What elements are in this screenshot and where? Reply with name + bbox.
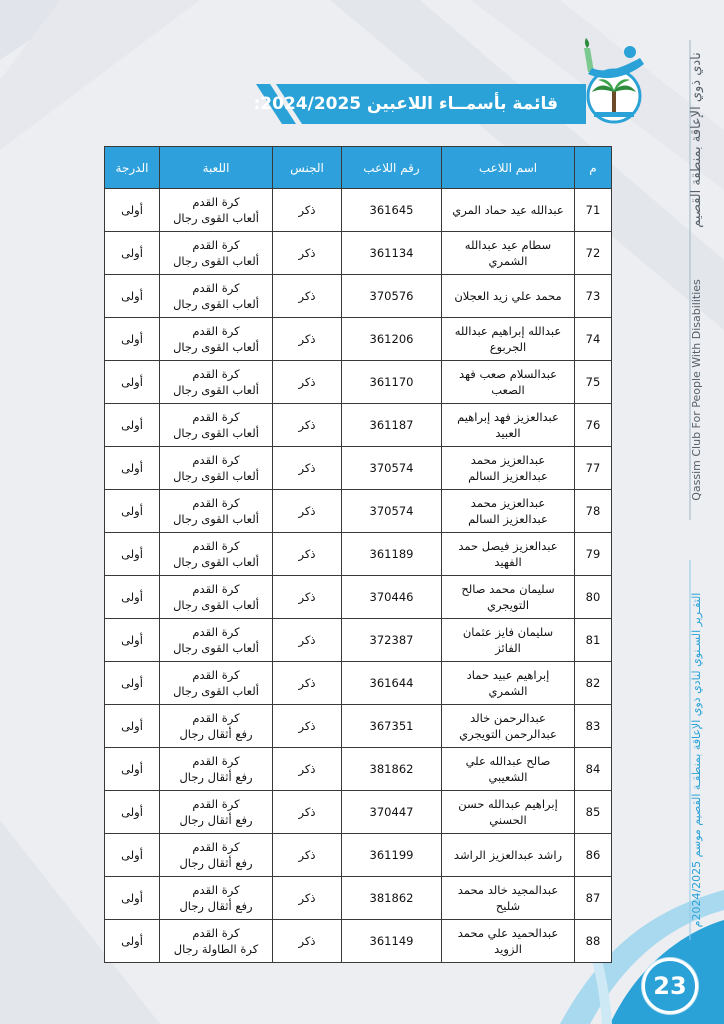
cell-player-id: 381862 [342,748,442,791]
player-name-line-1: عبدالسلام صعب فهد [458,367,558,381]
table-row [105,791,612,834]
sport-line-1: كرة القدم [192,195,240,209]
player-name-line-2: العبيد [495,426,521,440]
sport-line-1: كرة القدم [192,926,240,940]
cell-player-name [442,619,575,662]
player-name-line-1: عبدالعزيز محمد [470,496,546,510]
cell-index: 86 [575,834,612,877]
table-row [105,232,612,275]
player-name-line-2: الشعيبي [488,770,528,784]
cell-gender: ذكر [273,404,342,447]
cell-grade: أولى [105,275,160,318]
sport-line-2: ألعاب القوى رجال [173,383,259,397]
cell-player-id: 361134 [342,232,442,275]
header-sport: اللعبة [160,147,273,189]
cell-index: 77 [575,447,612,490]
cell-player-name [442,662,575,705]
cell-gender: ذكر [273,834,342,877]
cell-gender: ذكر [273,189,342,232]
cell-sport [160,533,273,576]
cell-gender: ذكر [273,705,342,748]
header-gender: الجنس [273,147,342,189]
sport-line-1: كرة القدم [192,367,240,381]
player-name-line-1: عبدالرحمن خالد [470,711,546,725]
cell-sport [160,576,273,619]
player-name-line-1: عبدالعزيز فهد إبراهيم [457,410,559,424]
sport-line-2: ألعاب القوى رجال [173,684,259,698]
sport-line-1: كرة القدم [192,840,240,854]
cell-player-name [442,318,575,361]
player-name-line-1: سطام عيد عبدالله [464,238,552,252]
cell-grade: أولى [105,533,160,576]
table-row [105,447,612,490]
page-title: قائمة بأسمــاء اللاعبين 2024/2025: [253,94,558,114]
sport-line-2: ألعاب القوى رجال [173,340,259,354]
club-logo-icon [578,38,648,124]
cell-sport [160,318,273,361]
cell-sport [160,189,273,232]
cell-player-id: 367351 [342,705,442,748]
cell-sport [160,791,273,834]
cell-player-id: 361187 [342,404,442,447]
cell-grade: أولى [105,361,160,404]
cell-player-id: 370574 [342,447,442,490]
player-name-line-2: الجربوع [489,340,527,354]
player-name-line-2: الشمري [488,254,528,268]
table-row [105,490,612,533]
player-name-line-2: عبدالرحمن التويجري [459,727,557,741]
cell-index: 71 [575,189,612,232]
sport-line-2: رفع أثقال رجال [179,727,253,741]
cell-player-id: 372387 [342,619,442,662]
player-name-line-1: عبدالعزيز محمد [470,453,546,467]
sport-line-1: كرة القدم [192,625,240,639]
cell-grade: أولى [105,748,160,791]
players-table [104,146,612,963]
table-row [105,361,612,404]
cell-player-name [442,361,575,404]
cell-index: 72 [575,232,612,275]
sport-line-2: ألعاب القوى رجال [173,426,259,440]
cell-index: 74 [575,318,612,361]
cell-player-id: 361149 [342,920,442,963]
cell-gender: ذكر [273,791,342,834]
sport-line-1: كرة القدم [192,883,240,897]
cell-grade: أولى [105,920,160,963]
cell-player-name [442,748,575,791]
cell-sport [160,404,273,447]
cell-player-id: 370576 [342,275,442,318]
table-row [105,619,612,662]
table-row [105,404,612,447]
side-vertical-text [664,0,714,1024]
cell-player-id: 361189 [342,533,442,576]
sport-line-1: كرة القدم [192,453,240,467]
cell-player-id: 361645 [342,189,442,232]
table-row [105,576,612,619]
side-text-report: التقـرير السـنوي لنادي ذوي الإعاقة بمنطقـة القصيم موسم 2024/2025م [690,592,703,928]
cell-grade: أولى [105,447,160,490]
table-row [105,920,612,963]
cell-sport [160,748,273,791]
cell-player-id: 361206 [342,318,442,361]
cell-player-id: 361170 [342,361,442,404]
cell-player-id: 381862 [342,877,442,920]
cell-sport [160,275,273,318]
player-name-line-2: الصعب [491,383,525,397]
table-row [105,533,612,576]
side-text-english: Qassim Club For People With Disabilities [690,279,703,501]
player-name-line-2: الحسني [489,813,527,827]
cell-sport [160,834,273,877]
sport-line-2: ألعاب القوى رجال [173,641,259,655]
sport-line-1: كرة القدم [192,539,240,553]
player-name-line-1: إبراهيم عبيد حماد [466,668,550,682]
player-name-line-1: عبدالعزيز فيصل حمد [458,539,558,553]
cell-index: 80 [575,576,612,619]
cell-index: 81 [575,619,612,662]
header-player-id: رقم اللاعب [342,147,442,189]
cell-sport [160,705,273,748]
cell-index: 78 [575,490,612,533]
sport-line-1: كرة القدم [192,797,240,811]
cell-gender: ذكر [273,662,342,705]
sport-line-1: كرة القدم [192,410,240,424]
cell-sport [160,232,273,275]
player-name-line-1: عبدالمجيد خالد محمد [457,883,559,897]
sport-line-2: رفع أثقال رجال [179,856,253,870]
table-row [105,877,612,920]
table-row [105,275,612,318]
cell-sport [160,447,273,490]
player-name-line-2: الشمري [488,684,528,698]
cell-player-id: 361199 [342,834,442,877]
cell-index: 73 [575,275,612,318]
player-name-line-1: عبدالله إبراهيم عبدالله [454,324,562,338]
cell-index: 76 [575,404,612,447]
sport-line-2: رفع أثقال رجال [179,899,253,913]
cell-gender: ذكر [273,232,342,275]
cell-gender: ذكر [273,533,342,576]
sport-line-2: ألعاب القوى رجال [173,211,259,225]
cell-gender: ذكر [273,275,342,318]
sport-line-2: ألعاب القوى رجال [173,297,259,311]
cell-player-id: 370447 [342,791,442,834]
player-name-line-2: عبدالعزيز السالم [468,469,548,483]
table-row [105,189,612,232]
sport-line-1: كرة القدم [192,324,240,338]
sport-line-2: ألعاب القوى رجال [173,512,259,526]
cell-gender: ذكر [273,576,342,619]
cell-grade: أولى [105,490,160,533]
cell-sport [160,490,273,533]
table-row [105,662,612,705]
sport-line-1: كرة القدم [192,668,240,682]
cell-grade: أولى [105,834,160,877]
table-header-row [105,147,612,189]
cell-grade: أولى [105,791,160,834]
player-name-line-2: شليح [495,899,521,913]
cell-index: 75 [575,361,612,404]
cell-player-id: 370446 [342,576,442,619]
cell-player-name [442,490,575,533]
cell-player-name [442,834,575,877]
cell-player-name [442,404,575,447]
sport-line-1: كرة القدم [192,281,240,295]
cell-grade: أولى [105,705,160,748]
sport-line-1: كرة القدم [192,496,240,510]
sport-line-2: ألعاب القوى رجال [173,254,259,268]
sport-line-1: كرة القدم [192,711,240,725]
sport-line-2: رفع أثقال رجال [179,813,253,827]
player-name-line-2: عبدالعزيز السالم [468,512,548,526]
sport-line-1: كرة القدم [192,582,240,596]
cell-index: 87 [575,877,612,920]
header-index: م [575,147,612,189]
player-name-line-1: راشد عبدالعزيز الراشد [453,848,563,862]
cell-grade: أولى [105,404,160,447]
cell-grade: أولى [105,189,160,232]
page-number: 23 [642,958,698,1014]
player-name-line-1: عبدالحميد علي محمد [457,926,559,940]
cell-grade: أولى [105,318,160,361]
cell-gender: ذكر [273,361,342,404]
table-row [105,748,612,791]
cell-grade: أولى [105,877,160,920]
cell-player-name [442,705,575,748]
cell-player-name [442,447,575,490]
cell-player-name [442,920,575,963]
cell-index: 83 [575,705,612,748]
header-player-name: اسم اللاعب [442,147,575,189]
cell-gender: ذكر [273,447,342,490]
sport-line-1: كرة القدم [192,238,240,252]
cell-sport [160,361,273,404]
cell-player-name [442,791,575,834]
side-text-arabic: نادي ذوي الإعاقة بمنطقة القصيم [689,52,704,228]
sport-line-2: كرة الطاولة رجال [173,942,259,956]
cell-gender: ذكر [273,877,342,920]
cell-player-name [442,189,575,232]
sport-line-2: رفع أثقال رجال [179,770,253,784]
cell-grade: أولى [105,662,160,705]
player-name-line-1: محمد علي زيد العجلان [454,289,562,303]
cell-grade: أولى [105,576,160,619]
player-name-line-1: إبراهيم عبدالله حسن [458,797,558,811]
sport-line-2: ألعاب القوى رجال [173,555,259,569]
cell-player-id: 361644 [342,662,442,705]
player-name-line-1: سليمان محمد صالح [461,582,555,596]
player-name-line-1: سليمان فايز عثمان [462,625,554,639]
cell-player-name [442,232,575,275]
sport-line-2: ألعاب القوى رجال [173,469,259,483]
cell-sport [160,662,273,705]
table-row [105,834,612,877]
player-name-line-2: الفهيد [494,555,522,569]
cell-grade: أولى [105,619,160,662]
sport-line-2: ألعاب القوى رجال [173,598,259,612]
cell-gender: ذكر [273,318,342,361]
cell-gender: ذكر [273,748,342,791]
cell-gender: ذكر [273,619,342,662]
cell-sport [160,619,273,662]
cell-sport [160,920,273,963]
table-row [105,705,612,748]
cell-index: 88 [575,920,612,963]
cell-index: 84 [575,748,612,791]
player-name-line-2: التويجري [486,598,530,612]
player-name-line-1: صالح عبدالله علي [465,754,551,768]
player-name-line-2: الزويد [494,942,522,956]
cell-index: 82 [575,662,612,705]
header-grade: الدرجة [105,147,160,189]
cell-grade: أولى [105,232,160,275]
cell-index: 79 [575,533,612,576]
cell-sport [160,877,273,920]
cell-gender: ذكر [273,920,342,963]
cell-player-name [442,877,575,920]
player-name-line-1: عبدالله عيد حماد المري [452,203,564,217]
sport-line-1: كرة القدم [192,754,240,768]
cell-player-name [442,275,575,318]
cell-gender: ذكر [273,490,342,533]
cell-index: 85 [575,791,612,834]
cell-player-name [442,576,575,619]
cell-player-name [442,533,575,576]
table-row [105,318,612,361]
cell-player-id: 370574 [342,490,442,533]
player-name-line-2: الفائز [495,641,521,655]
